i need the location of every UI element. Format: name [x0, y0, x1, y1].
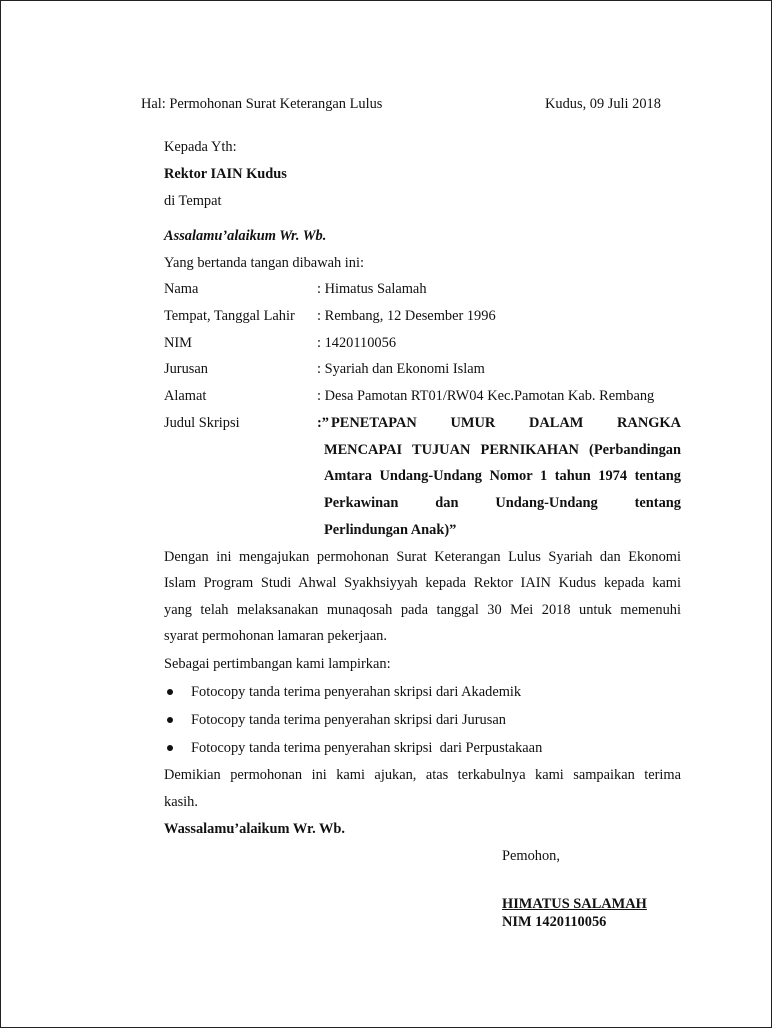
- farewell: Wassalamu’alaikum Wr. Wb.: [164, 821, 346, 837]
- body-line: Dengan ini mengajukan permohonan Surat Keterangan Lulus Syariah dan Ekonomi: [164, 549, 681, 565]
- signature-name: HIMATUS SALAMAH: [502, 896, 647, 912]
- body-line: yang telah melaksanakan munaqosah pada tanggal 30 Mei 2018 untuk memenuhi: [164, 602, 681, 618]
- recipient-salutation: Kepada Yth:: [164, 139, 237, 155]
- bullet-icon: [167, 689, 173, 695]
- thesis-prefix: :”: [317, 415, 329, 431]
- field-label-address: Alamat: [164, 388, 207, 404]
- field-value-department: : Syariah dan Ekonomi Islam: [317, 361, 485, 377]
- thesis-line: Perkawinan dan Undang-Undang tentang: [324, 495, 681, 511]
- thesis-line: Perlindungan Anak)”: [324, 522, 457, 538]
- greeting: Assalamu’alaikum Wr. Wb.: [164, 228, 327, 244]
- attachment-item: Fotocopy tanda terima penyerahan skripsi dari Perpustakaan: [191, 740, 543, 756]
- bullet-icon: [167, 745, 173, 751]
- recipient-name: Rektor IAIN Kudus: [164, 166, 287, 182]
- field-label-thesis: Judul Skripsi: [164, 415, 240, 431]
- letter-date: Kudus, 09 Juli 2018: [545, 96, 661, 112]
- signature-role: Pemohon,: [502, 848, 560, 864]
- attachment-item: Fotocopy tanda terima penyerahan skripsi dari Jurusan: [191, 712, 506, 728]
- field-value-birth: : Rembang, 12 Desember 1996: [317, 308, 496, 324]
- field-value-name: : Himatus Salamah: [317, 281, 427, 297]
- bullet-icon: [167, 717, 173, 723]
- thesis-line: PENETAPAN UMUR DALAM RANGKA: [331, 415, 681, 431]
- signature-nim: NIM 1420110056: [502, 914, 607, 930]
- thesis-line: MENCAPAI TUJUAN PERNIKAHAN (Perbandingan: [324, 442, 681, 458]
- field-label-birth: Tempat, Tanggal Lahir: [164, 308, 295, 324]
- recipient-location: di Tempat: [164, 193, 222, 209]
- attachment-item: Fotocopy tanda terima penyerahan skripsi dari Akademik: [191, 684, 522, 700]
- field-label-department: Jurusan: [164, 361, 208, 377]
- closing-line: kasih.: [164, 794, 198, 810]
- body-line: Islam Program Studi Ahwal Syakhsiyyah kepada Rektor IAIN Kudus kepada kami: [164, 575, 681, 591]
- thesis-line: Amtara Undang-Undang Nomor 1 tahun 1974 tentang: [324, 468, 681, 484]
- attachments-intro: Sebagai pertimbangan kami lampirkan:: [164, 656, 391, 672]
- body-line: syarat permohonan lamaran pekerjaan.: [164, 628, 387, 644]
- field-value-nim: : 1420110056: [317, 335, 397, 351]
- field-value-address: : Desa Pamotan RT01/RW04 Kec.Pamotan Kab. Rembang: [317, 388, 655, 404]
- letter-subject: Hal: Permohonan Surat Keterangan Lulus: [141, 96, 383, 112]
- field-label-nim: NIM: [164, 335, 192, 351]
- intro-text: Yang bertanda tangan dibawah ini:: [164, 255, 364, 271]
- closing-line: Demikian permohonan ini kami ajukan, atas terkabulnya kami sampaikan terima: [164, 767, 681, 783]
- field-label-name: Nama: [164, 281, 199, 297]
